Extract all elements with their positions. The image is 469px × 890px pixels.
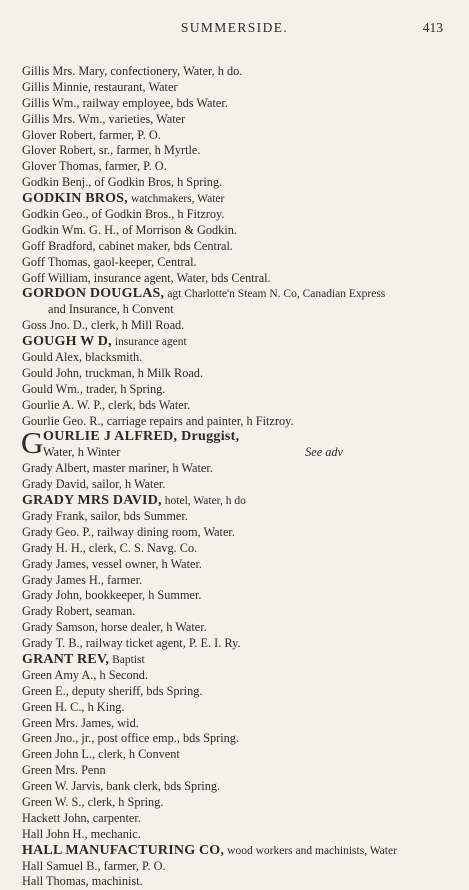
business-entry bbox=[22, 191, 458, 207]
directory-entry: Green Mrs. James, wid. bbox=[22, 715, 139, 730]
directory-entry: Green Mrs. Penn bbox=[22, 763, 106, 778]
directory-entry: Green Amy A., h Second. bbox=[22, 667, 149, 682]
running-title: SUMMERSIDE. bbox=[180, 20, 289, 35]
directory-entry: Goff Thomas, gaol-keeper, Central. bbox=[22, 254, 197, 269]
business-name: GOUGH W D, bbox=[22, 334, 112, 350]
directory-entry: Goss Jno. D., clerk, h Mill Road. bbox=[22, 318, 185, 333]
directory-entry: Gillis Wm., railway employee, bds Water. bbox=[22, 95, 228, 110]
directory-entry: Glover Robert, farmer, P. O. bbox=[22, 127, 161, 142]
see-adv-note: See adv bbox=[305, 445, 343, 460]
business-entry bbox=[22, 334, 458, 350]
directory-entry: Godkin Wm. G. H., of Morrison & Godkin. bbox=[22, 222, 237, 237]
advertiser-address-line bbox=[43, 445, 343, 461]
directory-entry: Gillis Mrs. Wm., varieties, Water bbox=[22, 111, 186, 126]
directory-entry: Goff William, insurance agent, Water, bds Central. bbox=[22, 270, 271, 285]
directory-entry: Gould Wm., trader, h Spring. bbox=[22, 381, 166, 396]
business-name: GRANT REV, bbox=[22, 651, 110, 667]
directory-entry: Grady James H., farmer. bbox=[22, 572, 143, 587]
drop-cap: G bbox=[21, 425, 44, 461]
business-detail: agt Charlotte'n Steam N. Co, Canadian Express bbox=[167, 288, 386, 301]
directory-entry: Grady James, vessel owner, h Water. bbox=[22, 556, 202, 571]
directory-entry: Green H. C., h King. bbox=[22, 699, 125, 714]
directory-entry: Grady Frank, sailor, bds Summer. bbox=[22, 508, 188, 523]
directory-entry: Goff Bradford, cabinet maker, bds Central. bbox=[22, 238, 233, 253]
business-entry bbox=[22, 843, 458, 859]
directory-entry: Green Jno., jr., post office emp., bds Spring. bbox=[22, 731, 239, 746]
entry-continuation: and Insurance, h Convent bbox=[48, 302, 174, 317]
advertiser-address: Water, h Winter bbox=[43, 445, 121, 460]
directory-entry: Grady Albert, master mariner, h Water. bbox=[22, 461, 213, 476]
business-entry bbox=[22, 286, 458, 302]
directory-entry: Grady Geo. P., railway dining room, Water. bbox=[22, 524, 235, 539]
directory-entry: Green W. Jarvis, bank clerk, bds Spring. bbox=[22, 779, 221, 794]
directory-entry: Gourlie Geo. R., carriage repairs and painter, h Fitzroy. bbox=[22, 413, 294, 428]
directory-entry: Hall Thomas, machinist. bbox=[22, 874, 143, 889]
business-entry bbox=[22, 493, 458, 509]
directory-entry: Gillis Mrs. Mary, confectionery, Water, h do. bbox=[22, 64, 243, 78]
directory-entry: Gould John, truckman, h Milk Road. bbox=[22, 365, 204, 380]
directory-entry: Green W. S., clerk, h Spring. bbox=[22, 794, 164, 809]
business-detail: insurance agent bbox=[114, 336, 187, 349]
directory-entry: Gould Alex, blacksmith. bbox=[22, 350, 143, 365]
directory-entry: Glover Thomas, farmer, P. O. bbox=[22, 159, 167, 174]
page-header bbox=[0, 20, 469, 40]
page-number: 413 bbox=[422, 20, 443, 35]
directory-entry: Gillis Minnie, restaurant, Water bbox=[22, 79, 178, 94]
advertiser-name: OURLIE J ALFRED, Druggist, bbox=[43, 429, 240, 445]
directory-entry: Gourlie A. W. P., clerk, bds Water. bbox=[22, 397, 191, 412]
business-detail: wood workers and machinists, Water bbox=[227, 844, 397, 857]
directory-entry: Grady H. H., clerk, C. S. Navg. Co. bbox=[22, 540, 198, 555]
directory-entry: Grady David, sailor, h Water. bbox=[22, 477, 166, 492]
directory-entry: Grady Robert, seaman. bbox=[22, 604, 136, 619]
directory-entry: Godkin Geo., of Godkin Bros., h Fitzroy. bbox=[22, 207, 225, 222]
advertiser-name-line bbox=[43, 429, 239, 445]
directory-entry: Grady John, bookkeeper, h Summer. bbox=[22, 588, 202, 603]
business-name: HALL MANUFACTURING CO, bbox=[22, 842, 225, 858]
directory-entry: Grady Samson, horse dealer, h Water. bbox=[22, 620, 207, 635]
directory-entry: Hackett John, carpenter. bbox=[22, 810, 141, 825]
business-detail: hotel, Water, h do bbox=[164, 495, 246, 508]
business-name: GRADY MRS DAVID, bbox=[22, 493, 162, 509]
directory-entry: Glover Robert, sr., farmer, h Myrtle. bbox=[22, 143, 201, 158]
directory-entry: Green E., deputy sheriff, bds Spring. bbox=[22, 683, 203, 698]
business-name: GODKIN BROS, bbox=[22, 191, 128, 207]
directory-entry: Godkin Benj., of Godkin Bros, h Spring. bbox=[22, 175, 223, 190]
business-name: GORDON DOUGLAS, bbox=[22, 286, 165, 302]
business-entry bbox=[22, 652, 458, 668]
directory-entry: Green John L., clerk, h Convent bbox=[22, 747, 180, 762]
directory-entry: Grady T. B., railway ticket agent, P. E. I. Ry. bbox=[22, 636, 241, 651]
directory-entries bbox=[22, 64, 458, 890]
business-detail: Baptist bbox=[112, 653, 145, 666]
directory-entry: Hall Samuel B., farmer, P. O. bbox=[22, 858, 166, 873]
advertiser-entry bbox=[21, 425, 458, 461]
directory-entry: Hall John H., mechanic. bbox=[22, 826, 141, 841]
business-detail: watchmakers, Water bbox=[130, 193, 225, 206]
